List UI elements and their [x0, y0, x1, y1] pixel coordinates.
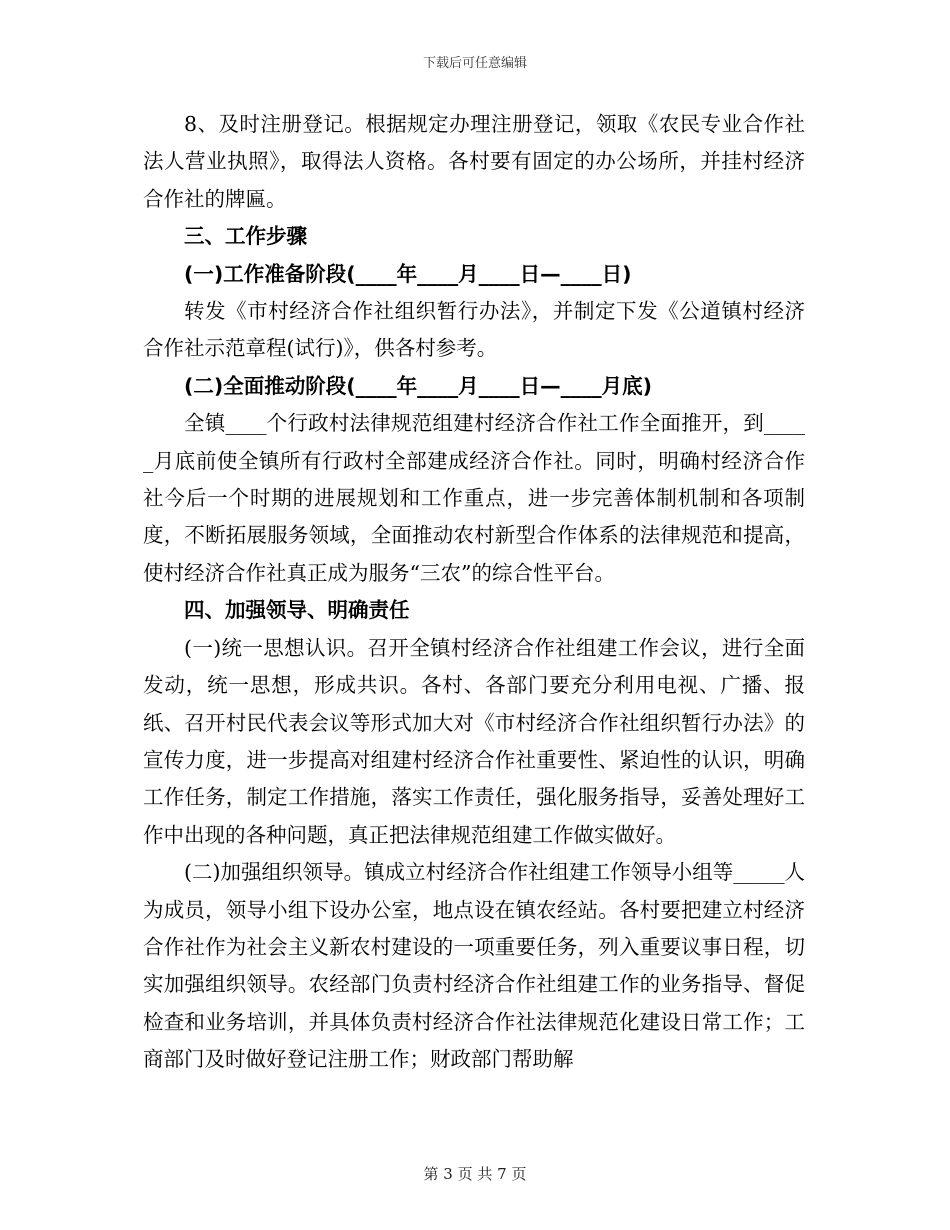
page-number: 第 3 页 共 7 页 [423, 1165, 527, 1183]
page-header: 下载后可任意编辑 [422, 56, 527, 71]
subheading-promotion-stage: (二)全面推动阶段(____年____月____日—____月底) [184, 373, 652, 398]
paragraph-registration: 8、及时注册登记。根据规定办理注册登记，领取《农民专业合作社法人营业执照》，取得法人资格。各村要有固定的办公场所，并挂村经济合作社的牌匾。 [143, 112, 805, 211]
paragraph-unify-thinking: (一)统一思想认识。召开全镇村经济合作社组建工作会议，进行全面发动，统一思想，形成共识。各村、各部门要充分利用电视、广播、报纸、召开村民代表会议等形式加大对《市村经济合作社组织暂行办法》的宣传力度，进一步提高对组建村经济合作社重要性、紧迫性的认识，明确工作任务，制定工作措施，落实工作责任，强化服务指导，妥善处理好工作中出现的各种问题，真正把法律规范组建工作做实做好。 [143, 635, 805, 847]
paragraph-organization: (二)加强组织领导。镇成立村经济合作社组建工作领导小组等_____人为成员，领导小组下设办公室，地点设在镇农经站。各村要把建立村经济合作社作为社会主义新农村建设的一项重要任务，列入重要议事日程，切实加强组织领导。农经部门负责村经济合作社组建工作的业务指导、督促检查和业务培训，并具体负责村经济合作社法律规范化建设日常工作；工商部门及时做好登记注册工作；财政部门帮助解 [143, 860, 805, 1072]
paragraph-preparation: 转发《市村经济合作社组织暂行办法》，并制定下发《公道镇村经济合作社示范章程(试行)》，供各村参考。 [143, 299, 805, 361]
subheading-preparation-stage: (一)工作准备阶段(____年____月____日—____日) [184, 261, 632, 286]
paragraph-promotion: 全镇____个行政村法律规范组建村经济合作社工作全面推开，到_____月底前使全镇所有行政村全部建成经济合作社。同时，明确村经济合作社今后一个时期的进展规划和工作重点，进一步完善体制机制和各项制度，不断拓展服务领域，全面推动农村新型合作体系的法律规范和提高，使村经济合作社真正成为服务“三农”的综合性平台。 [143, 411, 805, 585]
section-heading-leadership: 四、加强领导、明确责任 [184, 598, 410, 623]
document-body [143, 106, 805, 1079]
section-heading-work-steps: 三、工作步骤 [184, 224, 307, 249]
